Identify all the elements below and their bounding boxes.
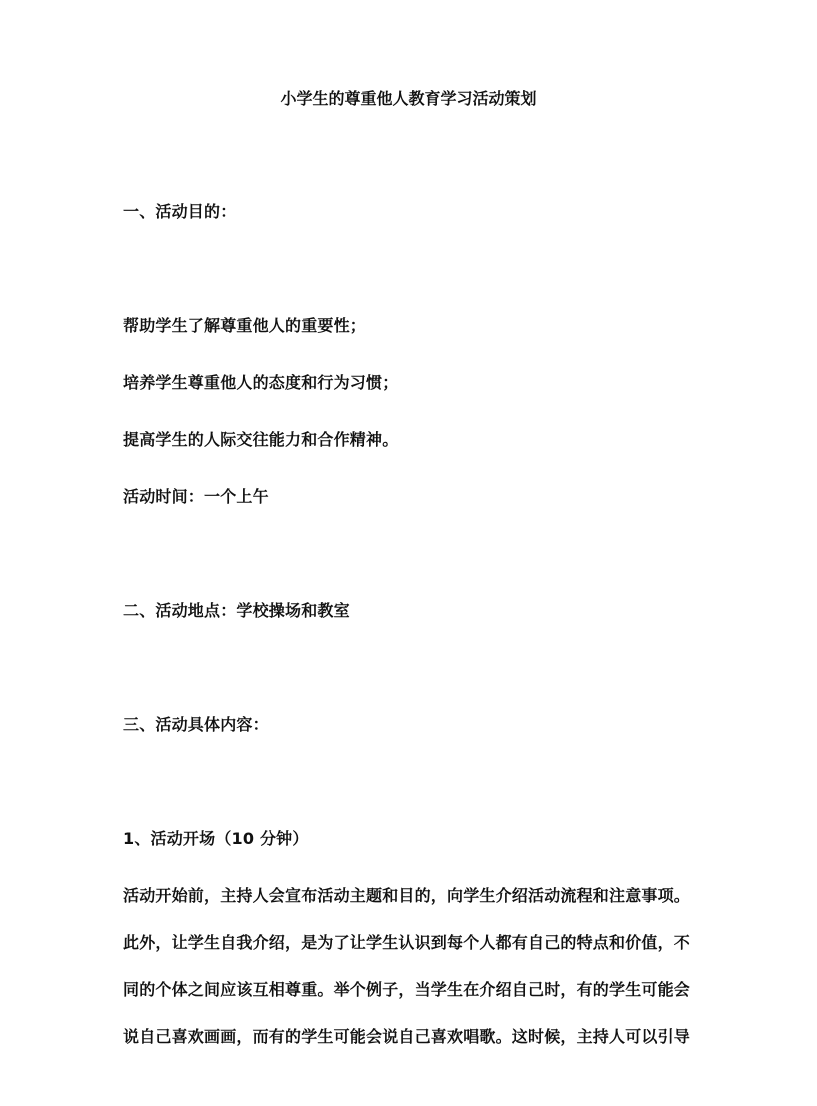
paragraph-line: 同的个体之间应该互相尊重。举个例子，当学生在介绍自己时，有的学生可能会 [123,980,691,999]
activity-time: 活动时间：一个上午 [123,487,269,506]
document-title: 小学生的尊重他人教育学习活动策划 [280,89,537,108]
paragraph-line: 说自己喜欢画画，而有的学生可能会说自己喜欢唱歌。这时候，主持人可以引导 [123,1027,691,1046]
section-heading-purpose: 一、活动目的： [123,202,237,221]
section-heading-location: 二、活动地点：学校操场和教室 [123,601,350,620]
paragraph-line: 此外，让学生自我介绍，是为了让学生认识到每个人都有自己的特点和价值，不 [123,933,691,952]
goal-item: 培养学生尊重他人的态度和行为习惯； [123,373,399,392]
goal-item: 提高学生的人际交往能力和合作精神。 [123,430,399,449]
paragraph-line: 活动开始前，主持人会宣布活动主题和目的，向学生介绍活动流程和注意事项。 [123,886,691,905]
subsection-heading-opening: 1、活动开场（10 分钟） [123,829,309,848]
section-heading-content: 三、活动具体内容： [123,715,269,734]
goal-item: 帮助学生了解尊重他人的重要性； [123,316,367,335]
